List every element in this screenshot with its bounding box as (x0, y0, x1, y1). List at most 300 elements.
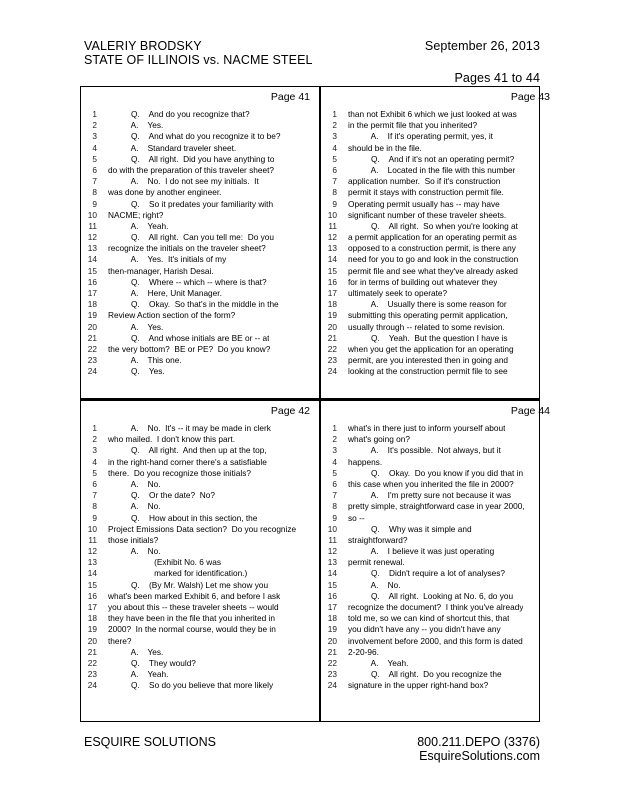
line-number: 1 (332, 423, 337, 433)
line-text: Q. Okay. So that's in the middle in the (108, 299, 279, 310)
transcript-line (321, 613, 556, 624)
line-number: 23 (87, 355, 97, 366)
line-text: A. Standard traveler sheet. (108, 142, 237, 153)
line-text: A. No. (348, 579, 401, 590)
line-text: signature in the upper right-hand box? (348, 680, 489, 691)
line-text: so -- (348, 512, 365, 523)
line-number: 5 (92, 153, 97, 164)
line-text: was done by another engineer. (108, 187, 222, 198)
line-text: Q. Why was it simple and (348, 523, 472, 534)
line-number: 10 (327, 209, 337, 220)
line-text: you didn't have any -- you didn't have any (348, 624, 501, 635)
line-text: A. Yes. (108, 321, 164, 332)
line-number: 2 (92, 434, 97, 445)
line-text: permit, are you interested then in going and (348, 355, 509, 366)
line-text: pretty simple, straightforward case in year 2000, (348, 501, 525, 512)
line-number: 9 (92, 512, 97, 523)
line-number: 15 (327, 579, 337, 590)
line-number: 9 (332, 512, 337, 523)
line-text: who mailed. I don't know this part. (108, 434, 236, 445)
transcript-line (321, 232, 556, 243)
line-text: Project Emissions Data section? Do you recognize (108, 523, 297, 534)
transcript-page (321, 87, 556, 398)
transcript-line (81, 568, 316, 579)
transcript-line (321, 120, 556, 131)
page-lines (321, 109, 556, 378)
transcript-line (81, 445, 316, 456)
transcript-line (81, 322, 316, 333)
transcript-line (81, 120, 316, 131)
line-number: 20 (327, 321, 337, 332)
transcript-line (321, 344, 556, 355)
transcript-line (81, 221, 316, 232)
line-number: 21 (327, 332, 337, 343)
line-number: 8 (332, 501, 337, 512)
transcript-line (81, 333, 316, 344)
line-number: 17 (87, 602, 97, 612)
line-number: 2 (332, 120, 337, 131)
transcript-line (321, 535, 556, 546)
line-text: Q. How about in this section, the (108, 512, 258, 523)
page-title: Page 42 (270, 405, 310, 417)
line-text: ultimately seek to operate? (348, 288, 448, 298)
transcript-line (81, 199, 316, 210)
line-text: Q. And whose initials are BE or -- at (108, 332, 270, 343)
case-caption: STATE OF ILLINOIS vs. NACME STEEL (84, 53, 313, 67)
transcript-line (81, 423, 316, 434)
page-lines (81, 423, 316, 692)
line-number: 16 (87, 276, 97, 287)
line-number: 22 (87, 657, 97, 668)
line-text: A. Yes. (108, 120, 164, 131)
transcript-line (81, 479, 316, 490)
transcript-line (321, 602, 556, 613)
line-text: Q. And what do you recognize it to be? (108, 131, 281, 142)
line-text: happens. (348, 456, 383, 467)
line-number: 12 (87, 232, 97, 243)
line-text: Q. (By Mr. Walsh) Let me show you (108, 579, 269, 590)
transcript-line (321, 434, 556, 445)
line-number: 2 (92, 120, 97, 131)
line-number: 22 (327, 343, 337, 354)
transcript-page (81, 401, 316, 712)
line-text: permit renewal. (348, 557, 405, 568)
line-number: 24 (327, 680, 337, 691)
line-number: 3 (332, 445, 337, 456)
transcript-line (321, 636, 556, 647)
transcript-line (321, 557, 556, 568)
line-text: recognize the initials on the traveler sheet? (108, 243, 266, 254)
transcript-line (321, 143, 556, 154)
line-text: Q. Okay. Do you know if you did that in (348, 467, 524, 478)
transcript-line (321, 299, 556, 310)
transcript-line (81, 669, 316, 680)
line-text: Q. Where -- which -- where is that? (108, 276, 267, 287)
transcript-line (321, 154, 556, 165)
line-text: A. No. It's -- it may be made in clerk (108, 423, 271, 433)
transcript-line (81, 557, 316, 568)
page-lines (321, 423, 556, 692)
line-number: 18 (87, 613, 97, 624)
line-text: A. Yes. (108, 646, 164, 657)
line-number: 20 (87, 635, 97, 646)
transcript-page (81, 87, 316, 398)
line-number: 21 (87, 332, 97, 343)
transcript-line (321, 310, 556, 321)
pages-range: Pages 41 to 44 (454, 71, 540, 85)
case-header (84, 39, 313, 67)
line-number: 8 (92, 187, 97, 198)
transcript-line (81, 580, 316, 591)
line-text: what's going on? (348, 434, 411, 445)
line-text: when you get the application for an operating (348, 343, 514, 354)
line-number: 20 (87, 321, 97, 332)
transcript-line (321, 658, 556, 669)
line-number: 1 (92, 109, 97, 119)
transcript-line (81, 109, 316, 120)
line-text: those initials? (108, 534, 159, 545)
line-text: straightforward? (348, 534, 408, 545)
line-text: permit file and see what they've already asked (348, 265, 518, 276)
transcript-line (81, 647, 316, 658)
line-text: opposed to a construction permit, is there any (348, 243, 516, 254)
line-text: 2-20-96. (348, 646, 379, 657)
transcript-line (321, 490, 556, 501)
line-text: Q. Yes. (108, 366, 165, 377)
page-lines (81, 109, 316, 378)
transcript-line (81, 243, 316, 254)
line-text: for in terms of building out whatever they (348, 276, 498, 287)
transcript-line (321, 524, 556, 535)
line-text: Review Action section of the form? (108, 310, 236, 321)
transcript-line (81, 513, 316, 524)
transcript-line (321, 277, 556, 288)
transcript-line (81, 232, 316, 243)
line-number: 7 (92, 490, 97, 501)
line-number: 8 (332, 187, 337, 198)
line-text: Q. Or the date? No? (108, 490, 215, 501)
line-text: A. Usually there is some reason for (348, 299, 507, 310)
transcript-line (321, 266, 556, 277)
transcript-line (81, 254, 316, 265)
line-number: 24 (87, 366, 97, 377)
line-text: submitting this operating permit application, (348, 310, 508, 321)
footer-phone: 800.211.DEPO (3376) (417, 735, 540, 749)
transcript-line (321, 591, 556, 602)
line-text: A. Yeah. (108, 669, 169, 680)
line-text: what's in there just to inform yourself about (348, 423, 506, 433)
line-number: 18 (87, 299, 97, 310)
line-number: 1 (92, 423, 97, 433)
line-number: 16 (87, 590, 97, 601)
line-text: recognize the document? I think you've already (348, 602, 524, 612)
line-text: they have been in the file that you inherited in (108, 613, 275, 624)
transcript-line (321, 355, 556, 366)
line-number: 6 (332, 164, 337, 175)
transcript-line (321, 221, 556, 232)
line-text: Q. All right. So when you're looking at (348, 220, 518, 231)
transcript-line (321, 513, 556, 524)
line-text: A. Yeah. (348, 657, 409, 668)
line-text: Q. So do you believe that more likely (108, 680, 274, 691)
line-number: 14 (87, 254, 97, 265)
line-number: 7 (332, 490, 337, 501)
line-number: 19 (327, 624, 337, 635)
witness-name: VALERIY BRODSKY (84, 39, 202, 53)
line-text: involvement before 2000, and this form is dated (348, 635, 523, 646)
line-text: in the right-hand corner there's a satisfiable (108, 456, 267, 467)
transcript-line (81, 344, 316, 355)
line-number: 18 (327, 613, 337, 624)
line-text: permit it stays with construction permit file. (348, 187, 504, 198)
line-text: Q. So it predates your familiarity with (108, 198, 274, 209)
transcript-line (81, 490, 316, 501)
line-number: 20 (327, 635, 337, 646)
line-number: 13 (327, 557, 337, 568)
line-number: 12 (327, 546, 337, 557)
line-text: the very bottom? BE or PE? Do you know? (108, 343, 271, 354)
line-text: this case when you inherited the file in 2000? (348, 478, 514, 489)
line-text: A. Yeah. (108, 220, 169, 231)
line-number: 11 (88, 534, 97, 545)
line-number: 5 (332, 153, 337, 164)
line-number: 14 (87, 568, 97, 579)
line-number: 14 (327, 254, 337, 265)
page-title: Page 43 (510, 91, 550, 103)
transcript-line (81, 457, 316, 468)
line-number: 19 (87, 310, 97, 321)
transcript-line (321, 131, 556, 142)
transcript-line (321, 333, 556, 344)
transcript-line (321, 366, 556, 377)
transcript-line (81, 210, 316, 221)
line-number: 7 (92, 176, 97, 187)
transcript-line (321, 647, 556, 658)
line-number: 19 (87, 624, 97, 635)
line-text: in the permit file that you inherited? (348, 120, 478, 131)
line-text: A. Yes. It's initials of my (108, 254, 227, 265)
line-number: 15 (87, 579, 97, 590)
footer-contact (417, 735, 540, 763)
line-text: there? (108, 635, 132, 646)
transcript-line (81, 187, 316, 198)
transcript-line (81, 131, 316, 142)
transcript-line (321, 546, 556, 557)
transcript-line (321, 165, 556, 176)
line-number: 24 (87, 680, 97, 691)
line-text: application number. So if it's construction (348, 176, 501, 187)
line-text: do with the preparation of this traveler sheet? (108, 164, 275, 175)
transcript-line (81, 366, 316, 377)
line-number: 4 (92, 142, 97, 153)
line-text: A. Located in the file with this number (348, 164, 516, 175)
line-text: A. I'm pretty sure not because it was (348, 490, 511, 501)
footer-website: EsquireSolutions.com (419, 749, 540, 763)
line-number: 4 (92, 456, 97, 467)
line-number: 15 (87, 265, 97, 276)
line-number: 14 (327, 568, 337, 579)
transcript-line (321, 210, 556, 221)
transcript-line (321, 580, 556, 591)
line-text: then-manager, Harish Desai. (108, 265, 214, 276)
line-number: 2 (332, 434, 337, 445)
line-text: you about this -- these traveler sheets -- would (108, 602, 279, 612)
transcript-line (321, 568, 556, 579)
transcript-line (81, 288, 316, 299)
line-text: A. No. (108, 546, 161, 557)
line-text: A. No. (108, 501, 161, 512)
line-number: 5 (332, 467, 337, 478)
line-number: 9 (332, 198, 337, 209)
transcript-line (81, 355, 316, 366)
line-text: (Exhibit No. 6 was (108, 557, 221, 568)
line-text: what's been marked Exhibit 6, and before I ask (108, 590, 281, 601)
line-text: than not Exhibit 6 which we just looked at was (348, 109, 517, 119)
transcript-line (81, 524, 316, 535)
line-number: 21 (327, 646, 337, 657)
transcript-line (81, 266, 316, 277)
transcript-line (81, 468, 316, 479)
transcript-line (81, 680, 316, 691)
transcript-line (321, 176, 556, 187)
line-text: A. It's possible. Not always, but it (348, 445, 501, 456)
line-number: 13 (327, 243, 337, 254)
line-number: 4 (332, 142, 337, 153)
line-number: 9 (92, 198, 97, 209)
line-number: 12 (327, 232, 337, 243)
line-number: 23 (327, 669, 337, 680)
line-number: 12 (87, 546, 97, 557)
line-text: Q. And if it's not an operating permit? (348, 153, 515, 164)
line-number: 17 (327, 602, 337, 612)
line-number: 13 (87, 243, 97, 254)
line-number: 11 (88, 220, 97, 231)
line-number: 11 (328, 220, 337, 231)
line-number: 3 (92, 131, 97, 142)
line-text: Q. They would? (108, 657, 196, 668)
transcript-line (321, 288, 556, 299)
line-text: Q. All right. Did you have anything to (108, 153, 275, 164)
line-number: 24 (327, 366, 337, 377)
transcript-line (81, 535, 316, 546)
line-number: 17 (87, 288, 97, 298)
transcript-line (321, 624, 556, 635)
line-text: Q. Didn't require a lot of analyses? (348, 568, 505, 579)
line-text: 2000? In the normal course, would they be in (108, 624, 276, 635)
line-number: 13 (87, 557, 97, 568)
transcript-line (81, 602, 316, 613)
line-number: 19 (327, 310, 337, 321)
line-number: 10 (327, 523, 337, 534)
line-text: Q. All right. Can you tell me: Do you (108, 232, 275, 243)
line-number: 4 (332, 456, 337, 467)
transcript-line (321, 479, 556, 490)
line-number: 7 (332, 176, 337, 187)
line-number: 22 (327, 657, 337, 668)
line-number: 6 (92, 478, 97, 489)
transcript-line (321, 109, 556, 120)
deposition-date: September 26, 2013 (424, 39, 540, 53)
line-text: Q. All right. Looking at No. 6, do you (348, 590, 514, 601)
transcript-line (321, 243, 556, 254)
line-number: 23 (87, 669, 97, 680)
footer-company: ESQUIRE SOLUTIONS (84, 735, 216, 749)
line-text: looking at the construction permit file to see (348, 366, 508, 377)
transcript-line (321, 457, 556, 468)
transcript-line (81, 277, 316, 288)
line-text: a permit application for an operating permit as (348, 232, 517, 243)
line-text: need for you to go and look in the construction (348, 254, 519, 265)
transcript-line (321, 187, 556, 198)
transcript-line (81, 636, 316, 647)
line-text: Q. All right. Do you recognize the (348, 669, 502, 680)
transcript-line (321, 423, 556, 434)
transcript-line (81, 165, 316, 176)
line-number: 10 (87, 523, 97, 534)
transcript-line (321, 669, 556, 680)
line-number: 6 (92, 164, 97, 175)
line-number: 10 (87, 209, 97, 220)
transcript-line (321, 468, 556, 479)
line-text: Q. And do you recognize that? (108, 109, 250, 119)
transcript-line (81, 624, 316, 635)
transcript-line (81, 310, 316, 321)
line-text: there. Do you recognize those initials? (108, 467, 251, 478)
transcript-line (81, 546, 316, 557)
page-title: Page 44 (510, 405, 550, 417)
line-number: 6 (332, 478, 337, 489)
transcript-line (81, 434, 316, 445)
line-text: usually through -- related to some revision. (348, 321, 505, 332)
transcript-line (321, 199, 556, 210)
line-number: 8 (92, 501, 97, 512)
line-number: 1 (332, 109, 337, 119)
transcript-line (321, 254, 556, 265)
line-text: A. If it's operating permit, yes, it (348, 131, 493, 142)
transcript-line (321, 445, 556, 456)
transcript-line (81, 154, 316, 165)
transcript-grid (80, 86, 550, 722)
line-number: 5 (92, 467, 97, 478)
line-number: 3 (332, 131, 337, 142)
line-text: Operating permit usually has -- may have (348, 198, 500, 209)
transcript-line (81, 143, 316, 154)
line-number: 16 (327, 276, 337, 287)
line-text: Q. Yeah. But the question I have is (348, 332, 508, 343)
line-number: 21 (87, 646, 97, 657)
line-text: A. No. I do not see my initials. It (108, 176, 259, 187)
line-number: 15 (327, 265, 337, 276)
line-number: 16 (327, 590, 337, 601)
line-text: A. This one. (108, 355, 182, 366)
transcript-page (321, 401, 556, 712)
transcript-line (81, 176, 316, 187)
transcript-line (321, 501, 556, 512)
line-number: 11 (328, 534, 337, 545)
line-text: A. No. (108, 478, 161, 489)
transcript-line (81, 658, 316, 669)
line-number: 18 (327, 299, 337, 310)
line-text: significant number of these traveler sheets. (348, 209, 507, 220)
line-text: A. Here, Unit Manager. (108, 288, 222, 298)
transcript-line (321, 680, 556, 691)
transcript-line (81, 501, 316, 512)
line-text: marked for identification.) (108, 568, 248, 579)
transcript-line (81, 299, 316, 310)
line-text: Q. All right. And then up at the top, (108, 445, 267, 456)
line-number: 3 (92, 445, 97, 456)
page-title: Page 41 (270, 91, 310, 103)
